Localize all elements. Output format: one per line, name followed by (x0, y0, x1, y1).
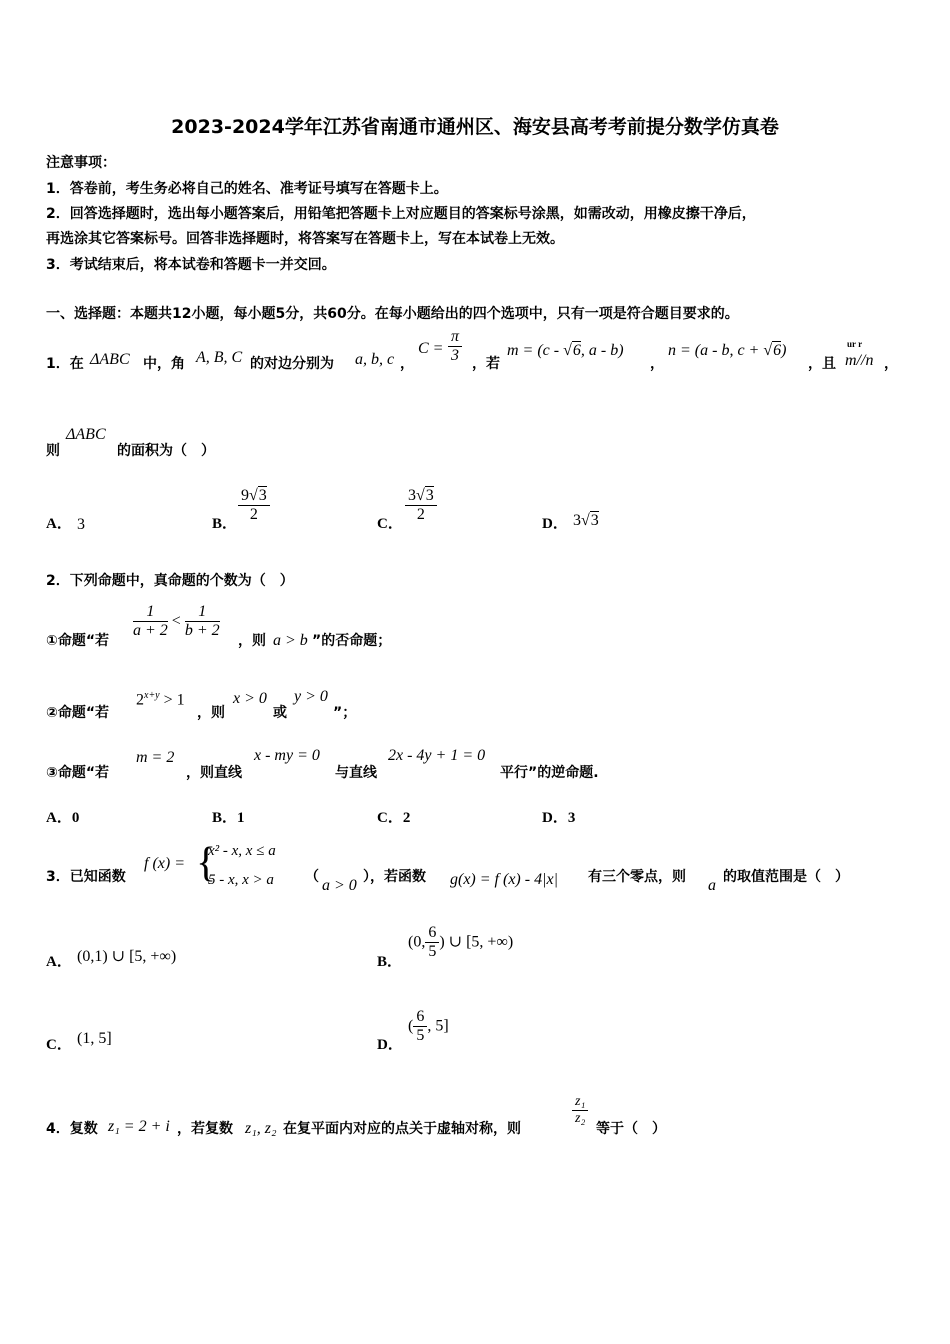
q3-option-d-num: 6 (413, 1008, 427, 1027)
q3-g: g(x) = f (x) - 4|x| (450, 871, 558, 888)
q1-vector-m (507, 342, 624, 360)
q3-text-4: 的取值范围是（ ） (723, 869, 849, 885)
q2-stem: 2．下列命题中，真命题的个数为（ ） (46, 573, 294, 589)
q1-comma: ， (650, 356, 664, 372)
notice-item-2-cont: 再选涂其它答案标号。回答非选择题时，将答案写在答题卡上，写在本试卷上无效。 (46, 231, 564, 247)
q1-option-b-den: 2 (249, 506, 258, 524)
q3-option-b (408, 924, 513, 962)
q2-p2-y: y > 0 (294, 688, 328, 705)
q1-option-c-num: 3 (408, 487, 416, 504)
q1-sqrt-symbol: √ (563, 342, 572, 359)
notice-item-2: 2．回答选择题时，选出每小题答案后，用铅笔把答题卡上对应题目的答案标号涂黑，如需改动，用橡皮擦干净后， (46, 206, 756, 222)
q1-option-b-label: B． (212, 516, 238, 532)
q2-option-a: A．0 (46, 810, 80, 826)
q3-option-a-label: A． (46, 954, 72, 970)
q2-p3-line2: 2x - 4y + 1 = 0 (388, 747, 486, 764)
q1-m-head: m = (c - (507, 342, 560, 359)
q1-sides: a, b, c (355, 351, 395, 368)
q3-text-2: ），若函数 (363, 869, 426, 885)
q2-p1-cond: a > b (273, 632, 308, 649)
q1-three: 3 (451, 347, 459, 365)
q2-option-c: C．2 (377, 810, 411, 826)
q4-z1z2: z₁, z₂ (245, 1120, 277, 1137)
q1-six-2: 6 (773, 342, 782, 359)
q1-option-b: $\frac{9√3}{2}$ (238, 487, 270, 525)
q1-six-1: 6 (572, 342, 581, 359)
q3-option-b-label: B． (377, 954, 403, 970)
q2-p1-num1: 1 (133, 603, 168, 622)
q2-p2-x: x > 0 (233, 690, 267, 707)
q3-option-d-label: D． (377, 1037, 403, 1053)
q3-f: f (x) = (144, 855, 185, 872)
q3-option-b-den: 5 (428, 943, 437, 961)
q3-option-d-open: ( (408, 1017, 414, 1035)
q2-p2-or: 或 (273, 705, 287, 721)
q2-p3-a: ③命题“若 (46, 765, 110, 781)
q2-p2-a: ②命题“若 (46, 705, 110, 721)
q4-text-4: 等于（ ） (596, 1121, 666, 1137)
section-heading: 一、选择题：本题共12小题，每小题5分，共60分。在每小题给出的四个选项中，只有一项是符合题目要求的。 (46, 306, 739, 322)
q2-p2-base: 2 (136, 691, 144, 709)
q2-p3-m: m = 2 (136, 749, 175, 766)
q3-option-d-rest: , 5] (427, 1017, 449, 1035)
q1-text-7: ， (884, 356, 898, 372)
q2-p2-exp: x+y (144, 690, 160, 701)
q4-text-2: ，若复数 (177, 1121, 233, 1137)
q4-den: z₂ (575, 1111, 586, 1127)
q2-p1-a: ①命题“若 (46, 633, 110, 649)
q1-m-rest: , a - b) (580, 342, 624, 359)
q1-option-c-rad: 3 (425, 487, 434, 504)
q3-option-a: (0,1) ∪ [5, +∞) (77, 948, 177, 965)
q2-p1-den1: a + 2 (133, 622, 168, 640)
q1-option-b-rad: 3 (258, 487, 267, 504)
q2-p3-line1: x - my = 0 (254, 747, 320, 764)
q1-option-d-coef: 3 (573, 512, 581, 529)
q1-option-a: 3 (77, 516, 85, 533)
q1-n-head: n = (a - b, c + (668, 342, 760, 359)
q3-option-b-rest: ) ∪ [5, +∞) (439, 933, 514, 951)
q1-option-d: 3√3 (573, 512, 599, 529)
q2-p1-b: ，则 (238, 633, 266, 649)
q1-angle-c: C = (418, 340, 444, 357)
q1-text-5: ，若 (472, 356, 500, 372)
q1-text-2: 中，角 (143, 356, 185, 372)
q2-p3-c: 与直线 (335, 765, 377, 781)
q4-text-1: 4．复数 (46, 1121, 98, 1137)
q1-n-close: ) (781, 342, 787, 359)
q1-option-d-rad: 3 (590, 512, 599, 529)
q1-option-c-den: 2 (416, 506, 425, 524)
q1-angles: A, B, C (196, 349, 243, 366)
q1-parallel: m//n (845, 352, 874, 369)
q4-num: z₁ (572, 1094, 588, 1111)
q3-brace: { (196, 840, 217, 886)
q3-option-d (408, 1008, 449, 1046)
q2-p2-b: ，则 (197, 705, 225, 721)
q1-text-1: 1．在 (46, 356, 84, 372)
page-title: 2023-2024学年江苏省南通市通州区、海安县高考考前提分数学仿真卷 (171, 116, 779, 138)
q2-p1-c: ”的否命题； (312, 633, 392, 649)
q1-sqrt-symbol-2: √ (763, 342, 773, 359)
q2-p1-num2: 1 (185, 603, 220, 622)
q2-p2-c: ”； (333, 705, 357, 721)
q3-paren-open: （ (305, 869, 319, 885)
notice-heading: 注意事项： (46, 155, 116, 171)
q1-text-9: 的面积为（ ） (117, 443, 215, 459)
q3-option-d-den: 5 (416, 1027, 425, 1045)
notice-item-3: 3．考试结束后，将本试卷和答题卡一并交回。 (46, 257, 336, 273)
q2-p1-lt: < (171, 612, 181, 630)
q2-p3-d: 平行”的逆命题. (500, 765, 599, 781)
q2-p2-rel: > 1 (163, 691, 185, 709)
q1-vector-n (668, 342, 786, 360)
q3-text-1: 3．已知函数 (46, 869, 126, 885)
q2-p1-den2: b + 2 (184, 622, 220, 640)
q1-option-d-label: D． (542, 516, 568, 532)
notice-item-1: 1．答卷前，考生务必将自己的姓名、准考证号填写在答题卡上。 (46, 181, 448, 197)
q4-text-3: 在复平面内对应的点关于虚轴对称，则 (283, 1121, 521, 1137)
q4-fraction (572, 1094, 588, 1127)
q1-triangle: ΔABC (90, 351, 130, 368)
q3-text-3: 有三个零点，则 (588, 869, 686, 885)
q1-option-a-label: A． (46, 516, 72, 532)
q1-text-3: 的对边分别为 (250, 356, 334, 372)
q3-option-b-open: (0, (408, 933, 426, 951)
q3-cond: a > 0 (322, 877, 357, 894)
q2-option-d: D．3 (542, 810, 576, 826)
q1-vector-arrows: ur r (847, 339, 863, 349)
q1-pi-fraction (448, 328, 462, 366)
q3-a: a (708, 877, 716, 894)
q3-option-c-label: C． (46, 1037, 72, 1053)
q1-text-6: ，且 (808, 356, 836, 372)
q1-option-c-label: C． (377, 516, 403, 532)
q2-p2-expr (136, 690, 185, 709)
q1-option-c: $\frac{3√3}{2}$ (405, 487, 437, 525)
q4-z1: z₁ = 2 + i (108, 1118, 170, 1135)
q3-case-1: x² - x, x ≤ a (208, 843, 276, 859)
q1-text-8: 则 (46, 443, 60, 459)
q3-option-c: (1, 5] (77, 1030, 112, 1047)
q1-triangle-2: ΔABC (66, 426, 106, 443)
q2-p1-ineq (133, 603, 220, 641)
q2-p3-b: ，则直线 (186, 765, 242, 781)
q1-option-b-num: 9 (241, 487, 249, 504)
q1-pi: π (448, 328, 462, 347)
q2-option-b: B．1 (212, 810, 245, 826)
q3-case-2: 5 - x, x > a (208, 872, 274, 888)
q1-text-4: ， (400, 356, 414, 372)
q3-option-b-num: 6 (425, 924, 439, 943)
